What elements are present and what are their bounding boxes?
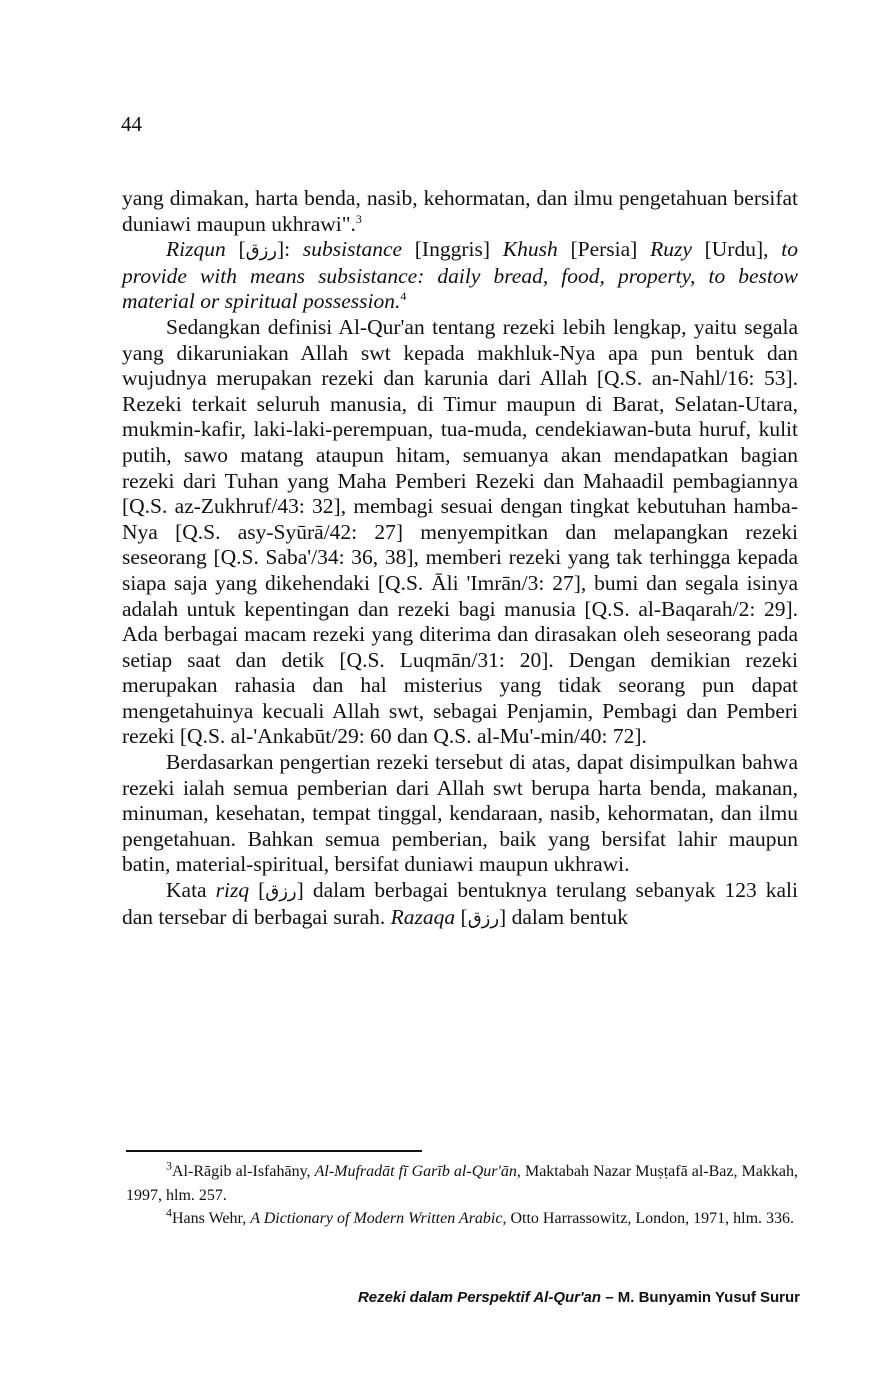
footer-book-title: Rezeki dalam Perspektif Al-Qur'an [357,1289,602,1306]
paragraph-1 [122,186,798,237]
term-razaqa: Razaqa [390,904,456,929]
footnote-3: $^3$Al-Rāgib al-Isfahāny, Al-Mufradāt fī Garīb al-Qur'ān, Maktabah Nazar Muṣṭafā al-Baz, Makkah, 1997, hlm. 257. [126,1158,799,1204]
paragraph-2: Rizqun [رزق]: subsistance [Inggris] Khush [Persia] Ruzy [Urdu], to provide with means subsistance: daily bread, food, property, to bestow material or spiritual possession.$^4$ [122,237,798,314]
footnote-divider [126,1150,422,1152]
footnote-ref-3: 3 [355,211,362,226]
paragraph-5: Kata rizq [رزق] dalam berbagai bentuknya terulang sebanyak 123 kali dan tersebar di berbagai surah. Razaqa [رزق] dalam bentuk [122,878,798,929]
arabic-rizq-2: رزق [265,881,297,903]
paragraph-3: Sedangkan definisi Al-Qur'an tentang rezeki lebih lengkap, yaitu segala yang dikaruniakan Allah swt kepada makhluk-Nya apa pun bentuk dan wujudnya merupakan rezeki dan karunia dari Allah [Q.S. an-Nahl/16: 53]. Rezeki terkait seluruh manusia, di Timur maupun di Barat, Selatan-Utara, mukmin-kafir, laki-laki-perempuan, tua-muda, cendekiawan-buta huruf, kulit putih, sawo matang ataupun hitam, semuanya akan mendapatkan bagian rezeki dari Tuhan yang Maha Pemberi Rezeki dan Mahaadil pembagiannya [Q.S. az-Zukhruf/43: 32], membagi sesuai dengan tingkat kebutuhan hamba-Nya [Q.S. asy-Syūrā/42: 27] menyempitkan dan melapangkan rezeki seseorang [Q.S. Saba'/34: 36, 38], memberi rezeki yang tak terhingga kepada siapa saja yang dikehendaki [Q.S. Āli 'Imrān/3: 27], bumi dan segala isinya adalah untuk kepentingan dan rezeki bagi manusia [Q.S. al-Baqarah/2: 29]. Ada berbagai macam rezeki yang diterima dan dirasakan oleh seseorang pada setiap saat dan detik [Q.S. Luqmān/31: 20]. Dengan demikian rezeki merupakan rahasia dan hal misterius yang tidak seorang pun dapat mengetahuinya kecuali Allah swt, sebagai Penjamin, Pembagi dan Pemberi rezeki [Q.S. al-'Ankabūt/29: 60 dan Q.S. al-Mu'-min/40: 72]. [122,314,798,749]
page-number: 44 [121,112,142,136]
footer-author: – M. Bunyamin Yusuf Surur [601,1289,800,1306]
term-khush: Khush [502,237,558,262]
arabic-razaqa: رزق [467,907,500,929]
footnote-3-title: Al-Mufradāt fī Garīb al-Qur'ān, [314,1163,521,1180]
footnote-ref-4: 4 [400,289,407,304]
term-rizqun: Rizqun [166,237,226,262]
paragraph-1-text: yang dimakan, harta benda, nasib, kehormatan, dan ilmu pengetahuan bersifat duniawi maupun ukhrawi". [122,186,798,236]
term-subsistance: subsistance [302,237,403,262]
footnotes [126,1160,798,1231]
term-rizq: rizq [215,878,250,903]
term-ruzy: Ruzy [650,237,692,262]
body-text [122,186,798,931]
english-definition: to provide with means subsistance: daily bread, food, property, to bestow material or spiritual possession. [122,237,798,314]
footnote-4: $^4$Hans Wehr, A Dictionary of Modern Written Arabic, Otto Harrassowitz, London, 1971, hlm. 336. [166,1205,795,1227]
arabic-rizq: رزق [245,240,277,262]
footnote-4-title: A Dictionary of Modern Written Arabic, [250,1210,507,1227]
paragraph-4: Berdasarkan pengertian rezeki tersebut di atas, dapat disimpulkan bahwa rezeki ialah semua pemberian dari Allah swt berupa harta benda, makanan, minuman, kesehatan, tempat tinggal, kendaraan, nasib, kehormatan, dan ilmu pengetahuan. Bahkan semua pemberian, baik yang bersifat lahir maupun batin, material-spiritual, bersifat duniawi maupun ukhrawi. [122,750,798,877]
running-footer [0,1289,800,1306]
